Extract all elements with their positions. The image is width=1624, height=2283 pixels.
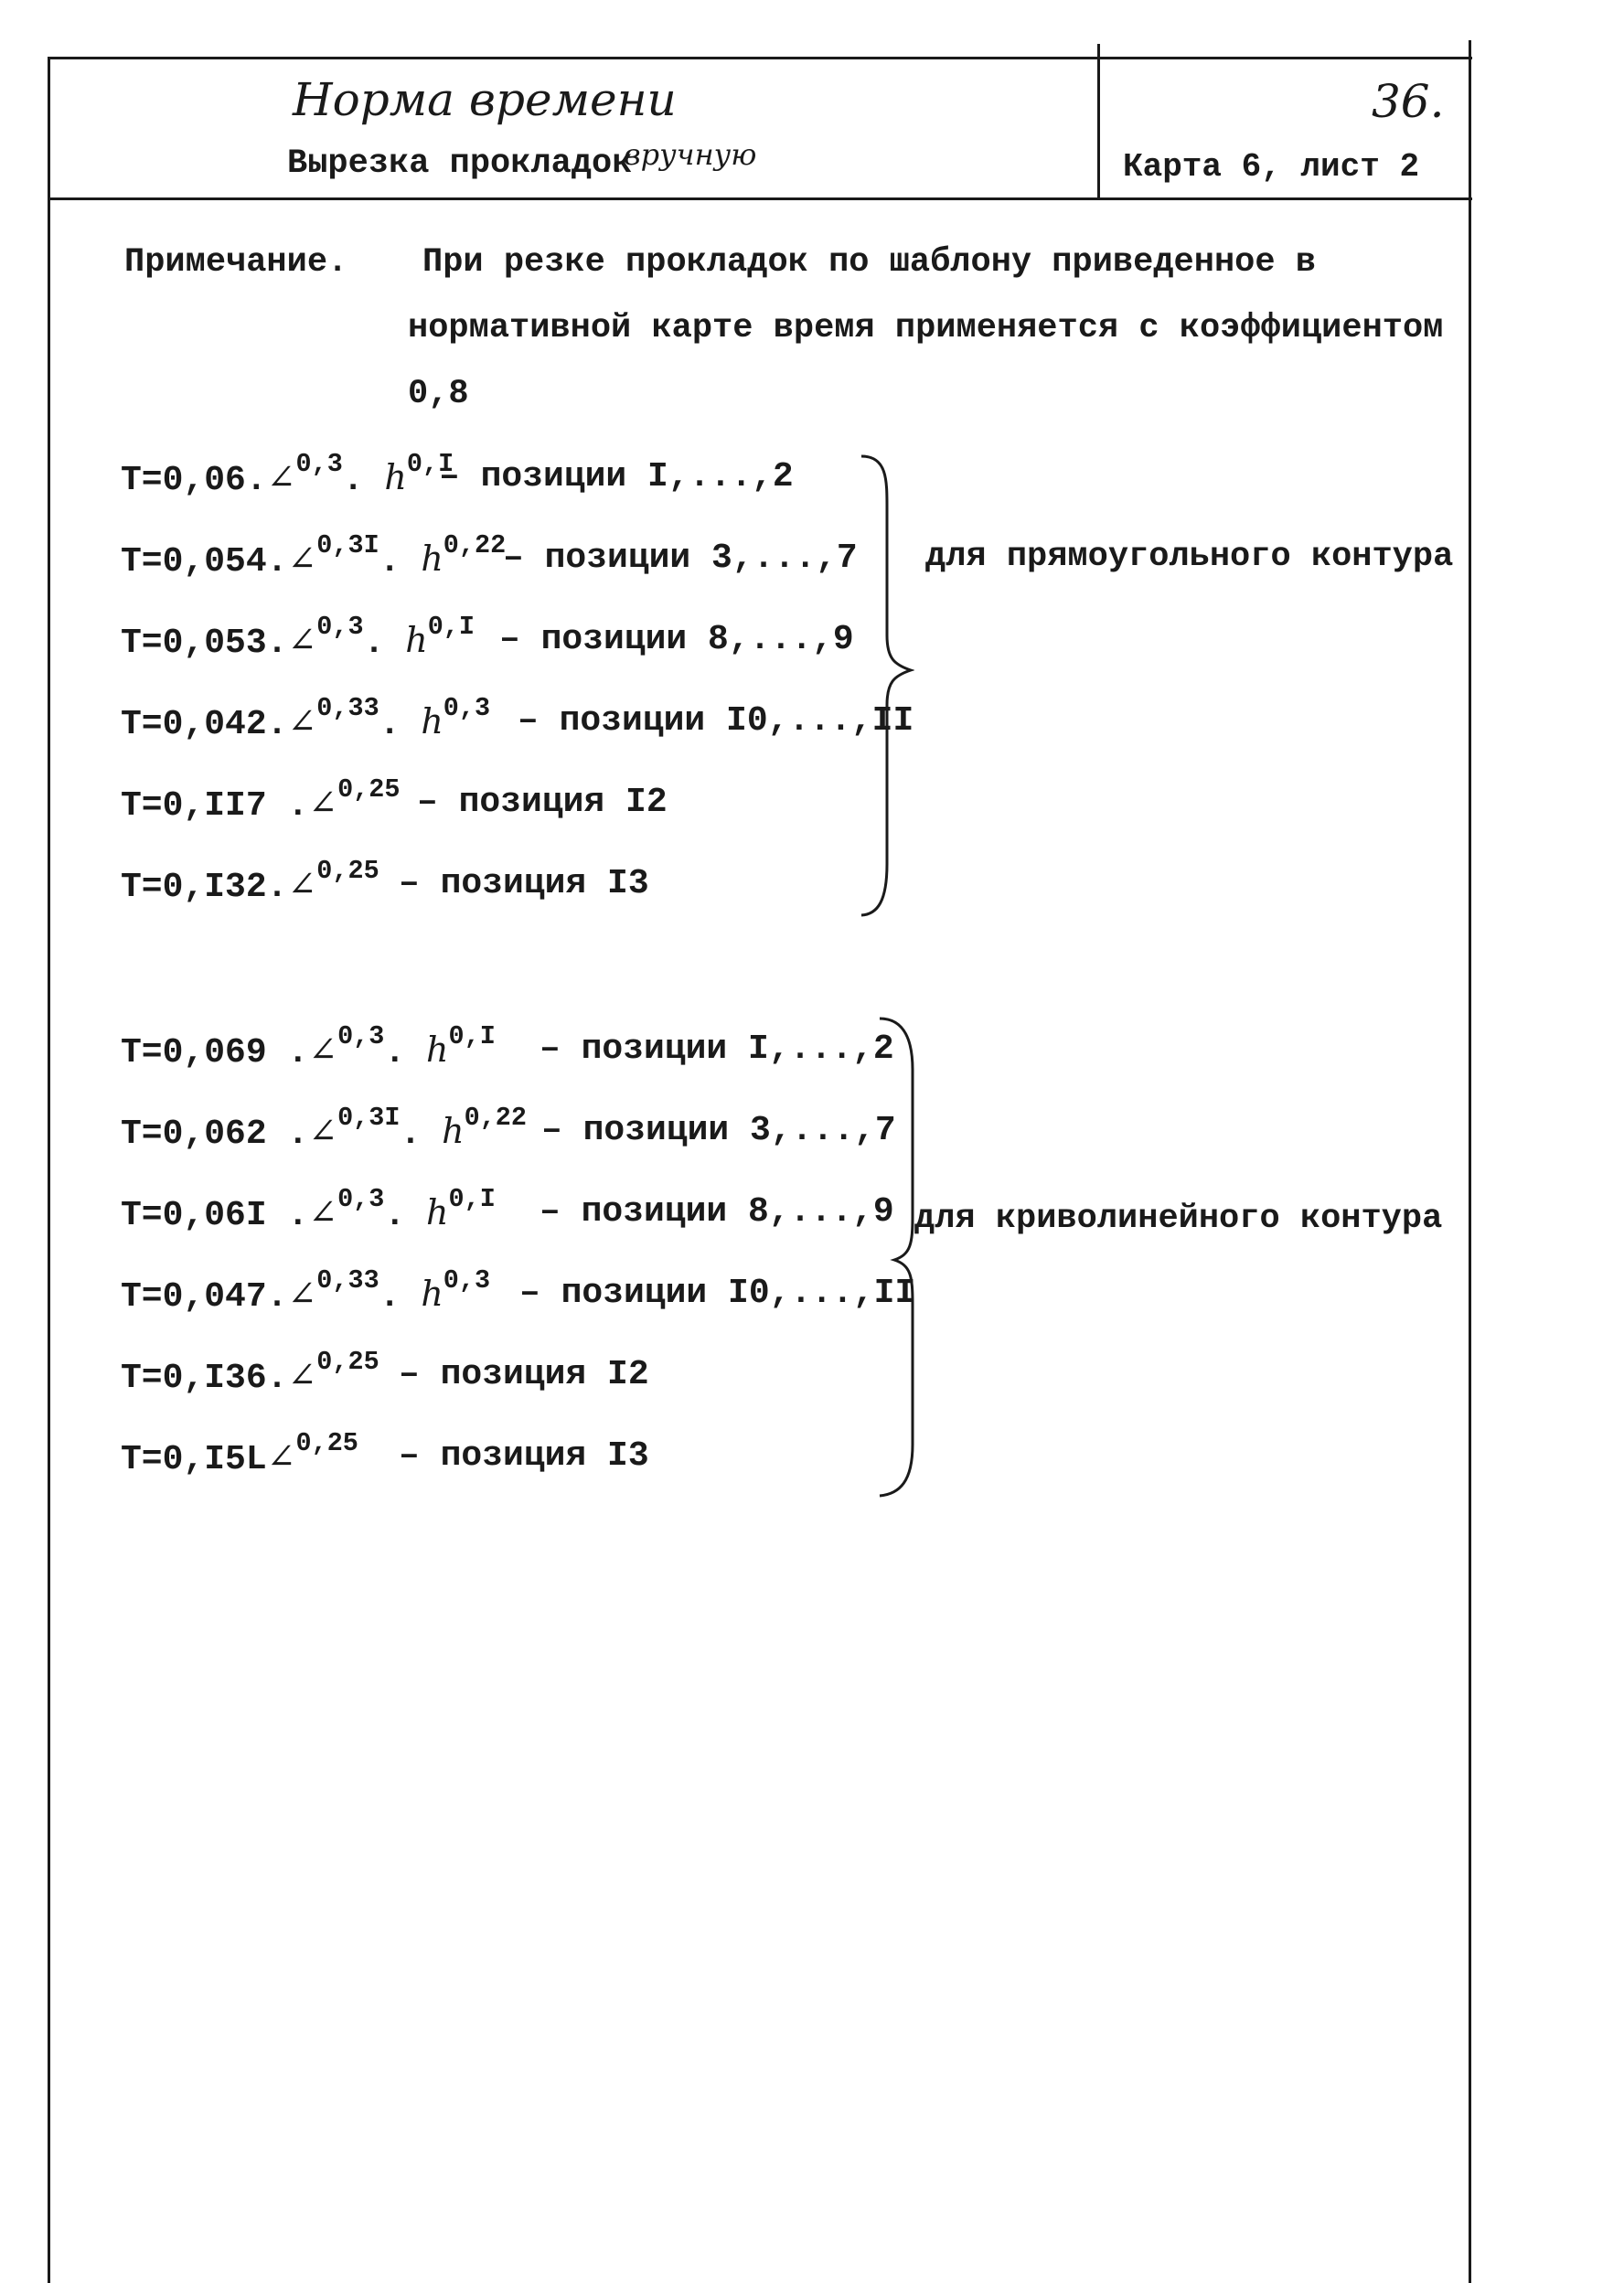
length-exponent: 0,33 <box>316 693 379 724</box>
formula-coefficient: T=0,II7 . <box>121 786 309 826</box>
height-symbol-icon: h <box>421 701 443 741</box>
formula-positions: – позиция I2 <box>417 783 668 822</box>
formula-coefficient: T=0,I5L <box>121 1440 267 1479</box>
formula-coefficient: T=0,062 . <box>121 1115 309 1154</box>
formula-positions: – позиция I3 <box>399 864 649 903</box>
page-number: 36. <box>1372 75 1445 128</box>
frame-top-line <box>48 57 1472 59</box>
height-symbol-icon: h <box>426 1029 449 1070</box>
formula-row <box>121 449 454 500</box>
height-exponent: 0,3 <box>443 1265 491 1296</box>
formula-row <box>121 1184 496 1235</box>
height-exponent: 0,I <box>406 449 454 480</box>
multiply-dot: . <box>342 461 385 500</box>
height-exponent: 0,I <box>448 1184 496 1215</box>
formula-row <box>121 693 491 744</box>
header-subtitle: Вырезка прокладок <box>287 144 633 183</box>
length-exponent: 0,3 <box>295 449 343 480</box>
note-label: Примечание. <box>124 243 348 282</box>
formula-positions: – позиции I0,...,II <box>519 1274 916 1313</box>
length-symbol-icon: ∠ <box>266 1436 296 1477</box>
length-symbol-icon: ∠ <box>287 620 317 660</box>
group-label-curvilinear: для криволинейного контура <box>914 1200 1443 1238</box>
length-symbol-icon: ∠ <box>287 539 317 579</box>
length-exponent: 0,3I <box>337 1103 401 1134</box>
formula-positions: – позиция I3 <box>399 1436 649 1476</box>
length-symbol-icon: ∠ <box>287 864 317 904</box>
group-label-rectangular: для прямоугольного контура <box>925 538 1454 576</box>
height-exponent: 0,22 <box>443 530 507 561</box>
height-symbol-icon: h <box>426 1192 449 1232</box>
formula-row <box>121 774 401 826</box>
formula-row <box>121 856 379 907</box>
formula-coefficient: T=0,053. <box>121 624 288 663</box>
formula-coefficient: T=0,069 . <box>121 1033 309 1072</box>
height-symbol-icon: h <box>384 457 407 497</box>
formula-positions: – позиции 3,...,7 <box>503 539 858 578</box>
length-symbol-icon: ∠ <box>308 1029 338 1070</box>
formula-positions: – позиции I,...,2 <box>439 457 794 496</box>
multiply-dot: . <box>400 1115 443 1154</box>
length-exponent: 0,25 <box>295 1428 358 1459</box>
frame-right-line <box>1469 40 1471 2283</box>
formula-row <box>121 1021 496 1072</box>
height-symbol-icon: h <box>421 539 443 579</box>
header-vertical-line <box>1097 44 1100 199</box>
formula-positions: – позиции I0,...,II <box>518 701 914 741</box>
formula-row <box>121 1265 491 1317</box>
multiply-dot: . <box>379 1277 422 1317</box>
formula-positions: – позиции I,...,2 <box>540 1029 894 1069</box>
multiply-dot: . <box>384 1196 426 1235</box>
length-symbol-icon: ∠ <box>287 1274 317 1314</box>
note-line: нормативной карте время применяется с коэффициентом <box>408 309 1444 347</box>
length-symbol-icon: ∠ <box>266 457 296 497</box>
brace-icon <box>860 453 914 919</box>
height-exponent: 0,22 <box>464 1103 528 1134</box>
length-exponent: 0,3 <box>337 1021 385 1052</box>
length-symbol-icon: ∠ <box>308 1111 338 1151</box>
formula-positions: – позиции 8,...,9 <box>499 620 854 659</box>
formula-coefficient: T=0,042. <box>121 705 288 744</box>
formula-coefficient: T=0,06I . <box>121 1196 309 1235</box>
length-exponent: 0,33 <box>316 1265 379 1296</box>
header-divider-line <box>48 197 1472 200</box>
note-line: При резке прокладок по шаблону приведенное в <box>422 243 1316 282</box>
height-symbol-icon: h <box>421 1274 443 1314</box>
formula-row <box>121 612 475 663</box>
formula-row <box>121 1347 379 1398</box>
length-symbol-icon: ∠ <box>287 701 317 741</box>
length-symbol-icon: ∠ <box>287 1355 317 1395</box>
formula-positions: – позиция I2 <box>399 1355 649 1394</box>
header-subtitle-handwritten: вручную <box>624 137 757 172</box>
formula-coefficient: T=0,06. <box>121 461 267 500</box>
formula-coefficient: T=0,054. <box>121 542 288 581</box>
height-symbol-icon: h <box>442 1111 465 1151</box>
height-exponent: 0,I <box>427 612 475 643</box>
length-exponent: 0,25 <box>337 774 401 805</box>
height-exponent: 0,I <box>448 1021 496 1052</box>
multiply-dot: . <box>363 624 406 663</box>
note-line: 0,8 <box>408 375 469 413</box>
formula-positions: – позиции 8,...,9 <box>540 1192 894 1232</box>
length-exponent: 0,25 <box>316 856 379 887</box>
height-exponent: 0,3 <box>443 693 491 724</box>
length-exponent: 0,3 <box>316 612 364 643</box>
card-number: Карта 6, лист 2 <box>1123 148 1420 186</box>
length-symbol-icon: ∠ <box>308 1192 338 1232</box>
brace-icon <box>878 1015 933 1499</box>
formula-row <box>121 1428 358 1479</box>
formula-coefficient: T=0,047. <box>121 1277 288 1317</box>
formula-row <box>121 1103 528 1154</box>
length-exponent: 0,3I <box>316 530 379 561</box>
formula-row <box>121 530 507 581</box>
formula-coefficient: T=0,I36. <box>121 1359 288 1398</box>
header-title: Норма времени <box>293 73 677 126</box>
frame-left-line <box>48 57 50 2283</box>
length-exponent: 0,25 <box>316 1347 379 1378</box>
length-symbol-icon: ∠ <box>308 783 338 823</box>
height-symbol-icon: h <box>405 620 428 660</box>
multiply-dot: . <box>379 705 422 744</box>
multiply-dot: . <box>384 1033 426 1072</box>
formula-positions: – позиции 3,...,7 <box>541 1111 896 1150</box>
multiply-dot: . <box>379 542 422 581</box>
formula-coefficient: T=0,I32. <box>121 868 288 907</box>
length-exponent: 0,3 <box>337 1184 385 1215</box>
